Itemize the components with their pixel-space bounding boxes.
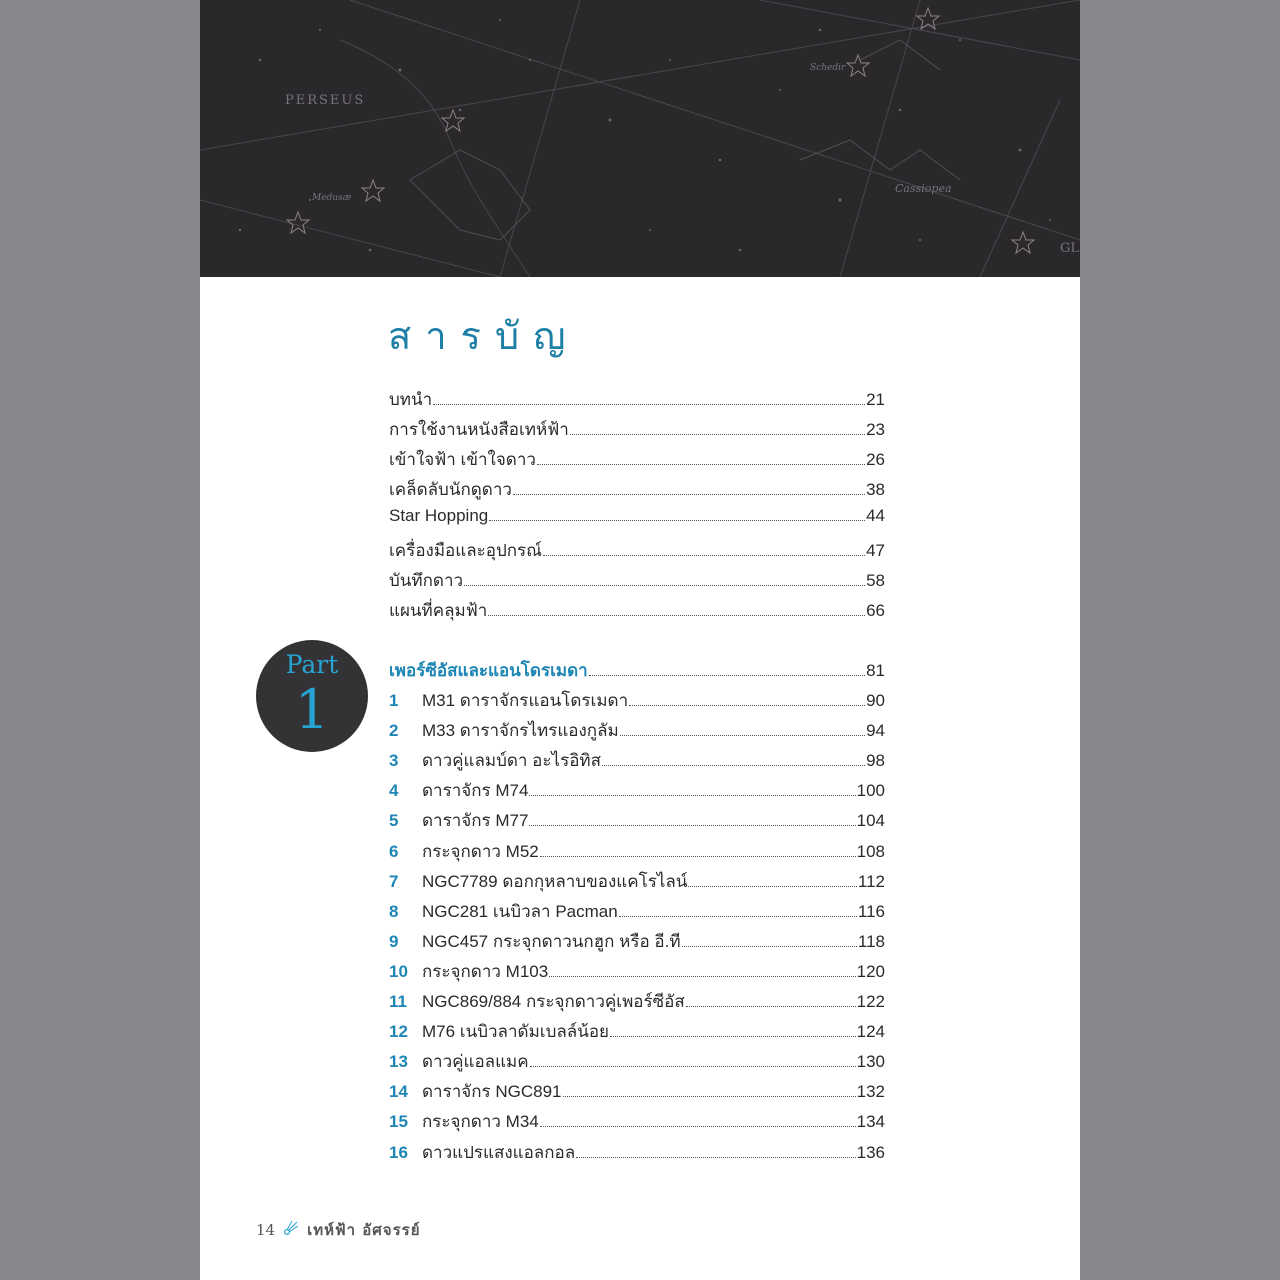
toc-entry[interactable] xyxy=(389,567,885,591)
dot-leader xyxy=(619,915,857,917)
toc-entry-title: กระจุกดาว M52 xyxy=(422,841,539,861)
part-number: 1 xyxy=(294,678,330,741)
toc-entry-title: บทนำ xyxy=(389,390,433,409)
toc-entry-page: 90 xyxy=(866,691,885,710)
dot-leader xyxy=(589,674,865,676)
toc-section-title: เพอร์ซีอัสและแอนโดรเมดา xyxy=(389,661,588,680)
toc-entry[interactable] xyxy=(389,597,885,621)
toc-entry-title: ดาวคู่แอลแมค xyxy=(422,1052,529,1072)
toc-entry[interactable] xyxy=(389,777,885,801)
toc-entry-number: 2 xyxy=(389,721,399,741)
toc-entry-page: 136 xyxy=(856,1142,885,1162)
toc-entry-number: 12 xyxy=(389,1022,408,1042)
toc-entry-number: 16 xyxy=(389,1142,408,1162)
toc-entry-page: 26 xyxy=(866,450,885,470)
toc-entry[interactable] xyxy=(389,1108,885,1132)
toc-entry-page: 98 xyxy=(866,751,885,771)
toc-entry[interactable] xyxy=(389,386,885,410)
toc-entry-number: 9 xyxy=(389,931,399,951)
dot-leader xyxy=(540,855,856,857)
toc-entry-title: M31 ดาราจักรแอนโดรเมดา xyxy=(422,691,629,710)
toc-entry-page: 23 xyxy=(866,420,885,440)
star-chart-illustration xyxy=(200,0,1080,277)
toc-entry-number: 6 xyxy=(389,841,399,861)
toc-entry-number: 3 xyxy=(389,751,399,771)
toc-entry-number: 8 xyxy=(389,901,399,921)
toc-entry[interactable] xyxy=(389,717,885,741)
dot-leader xyxy=(570,433,865,435)
toc-heading: สารบัญ xyxy=(388,314,580,358)
dot-leader xyxy=(489,519,865,521)
book-page xyxy=(200,0,1080,1280)
toc-entry[interactable] xyxy=(389,506,885,530)
toc-entry-page: 132 xyxy=(856,1082,885,1102)
toc-entry-page: 44 xyxy=(866,506,885,526)
toc-entry-page: 108 xyxy=(856,841,885,861)
toc-entry-page: 134 xyxy=(856,1112,885,1132)
toc-entry-page: 130 xyxy=(856,1052,885,1072)
toc-entry-title: Star Hopping xyxy=(389,506,489,526)
toc-entry[interactable] xyxy=(389,416,885,440)
toc-section-entry[interactable] xyxy=(389,657,885,681)
dot-leader xyxy=(540,1125,856,1127)
toc-entry[interactable] xyxy=(389,687,885,711)
toc-entry-page: 94 xyxy=(866,721,885,741)
toc-entry-page: 120 xyxy=(856,961,885,981)
toc-entry[interactable] xyxy=(389,928,885,952)
toc-entry-number: 5 xyxy=(389,811,399,831)
toc-entry-title: การใช้งานหนังสือเทห์ฟ้า xyxy=(389,420,569,440)
toc-entry-page: 66 xyxy=(866,600,885,620)
toc-entry[interactable] xyxy=(389,807,885,831)
toc-entry[interactable] xyxy=(389,1048,885,1072)
toc-entry-page: 122 xyxy=(856,992,885,1011)
toc-entry-title: ดาราจักร M77 xyxy=(422,811,529,831)
toc-entry-title: กระจุกดาว M103 xyxy=(422,961,549,981)
dot-leader xyxy=(576,1156,855,1158)
toc-entry-page: 47 xyxy=(866,540,885,560)
toc-entry-page: 104 xyxy=(856,811,885,831)
toc-entry-title: กระจุกดาว M34 xyxy=(422,1112,539,1132)
toc-entry[interactable] xyxy=(389,1018,885,1042)
toc-entry-title: M33 ดาราจักรไทรแองกูลัม xyxy=(422,721,619,741)
toc-entry-title: เคล็ดลับนักดูดาว xyxy=(389,480,512,500)
schedir-label: Schedir xyxy=(810,63,846,73)
toc-entry-page: 118 xyxy=(857,931,885,951)
toc-entry-number: 15 xyxy=(389,1112,408,1132)
toc-entry[interactable] xyxy=(389,1139,885,1163)
toc-entry-number: 1 xyxy=(389,691,399,710)
footer-book-title: เทห์ฟ้า อัศจรรย์ xyxy=(307,1221,421,1239)
dot-leader xyxy=(488,614,865,616)
dot-leader xyxy=(629,704,865,706)
dot-leader xyxy=(529,824,855,826)
toc-entry-page: 100 xyxy=(856,781,885,801)
toc-entry-number: 13 xyxy=(389,1052,408,1072)
dot-leader xyxy=(464,584,865,586)
toc-entry[interactable] xyxy=(389,446,885,470)
toc-entry-page: 21 xyxy=(866,390,885,409)
toc-entry-title: แผนที่คลุมฟ้า xyxy=(389,600,488,620)
toc-entry[interactable] xyxy=(389,476,885,500)
toc-entry[interactable] xyxy=(389,898,885,922)
toc-entry-title: NGC7789 ดอกกุหลาบของแคโรไลน์ xyxy=(422,871,688,891)
toc-entry-number: 10 xyxy=(389,961,408,981)
toc-entry-page: 38 xyxy=(866,480,885,500)
dot-leader xyxy=(563,1095,856,1097)
toc-entry[interactable] xyxy=(389,1078,885,1102)
comet-icon xyxy=(283,1220,299,1240)
toc-entry-title: เครื่องมือและอุปกรณ์ xyxy=(389,540,542,560)
medusae-label: Medusæ xyxy=(312,193,352,203)
toc-entry-number: 11 xyxy=(389,992,407,1011)
toc-entry-title: NGC869/884 กระจุกดาวคู่เพอร์ซีอัส xyxy=(422,992,685,1011)
dot-leader xyxy=(433,403,865,405)
toc-entry[interactable] xyxy=(389,868,885,892)
part-badge xyxy=(256,640,368,752)
toc-entry[interactable] xyxy=(389,958,885,982)
toc-entry-title: NGC281 เนบิวลา Pacman xyxy=(422,901,618,921)
dot-leader xyxy=(543,554,865,556)
dot-leader xyxy=(549,975,855,977)
dot-leader xyxy=(530,1065,856,1067)
page-footer xyxy=(256,1218,420,1242)
gl-label: GL xyxy=(1060,241,1080,256)
toc-entry-number: 7 xyxy=(389,871,399,891)
dot-leader xyxy=(537,463,865,465)
toc-entry-title: NGC457 กระจุกดาวนกฮูก หรือ อี.ที xyxy=(422,931,681,951)
dot-leader xyxy=(602,764,865,766)
toc-entry-page: 112 xyxy=(857,871,885,891)
part-label: Part xyxy=(285,650,339,679)
toc-entry-title: ดาวคู่แลมบ์ดา อะไรอิทิส xyxy=(422,751,601,771)
footer-page-number: 14 xyxy=(256,1221,276,1239)
toc-entry-title: M76 เนบิวลาดัมเบลล์น้อย xyxy=(422,1022,609,1042)
dot-leader xyxy=(682,945,857,947)
toc-entry-number: 4 xyxy=(389,781,399,801)
toc-entry-page: 124 xyxy=(856,1022,885,1042)
toc-entry-title: ดาราจักร M74 xyxy=(422,781,529,801)
toc-entry[interactable] xyxy=(389,747,885,771)
toc-entry-title: เข้าใจฟ้า เข้าใจดาว xyxy=(389,450,536,470)
star-chart-banner xyxy=(200,0,1080,277)
dot-leader xyxy=(620,734,865,736)
dot-leader xyxy=(688,885,856,887)
toc-entry-page: 58 xyxy=(866,570,885,590)
dot-leader xyxy=(610,1035,856,1037)
toc-entry[interactable] xyxy=(389,838,885,862)
dot-leader xyxy=(513,493,865,495)
toc-entry-number: 14 xyxy=(389,1082,408,1102)
toc-entry-title: ดาราจักร NGC891 xyxy=(422,1082,562,1102)
cassiopea-label: Cassiopea xyxy=(895,182,952,195)
toc-section-page: 81 xyxy=(866,661,885,680)
toc-entry-title: บันทึกดาว xyxy=(389,570,464,590)
toc-entry[interactable] xyxy=(389,537,885,561)
toc-entry-title: ดาวแปรแสงแอลกอล xyxy=(422,1142,576,1162)
perseus-label: PERSEUS xyxy=(285,93,366,108)
dot-leader xyxy=(686,1005,856,1007)
dot-leader xyxy=(529,794,855,796)
toc-entry[interactable] xyxy=(389,988,885,1012)
toc-entry-page: 116 xyxy=(857,901,885,921)
